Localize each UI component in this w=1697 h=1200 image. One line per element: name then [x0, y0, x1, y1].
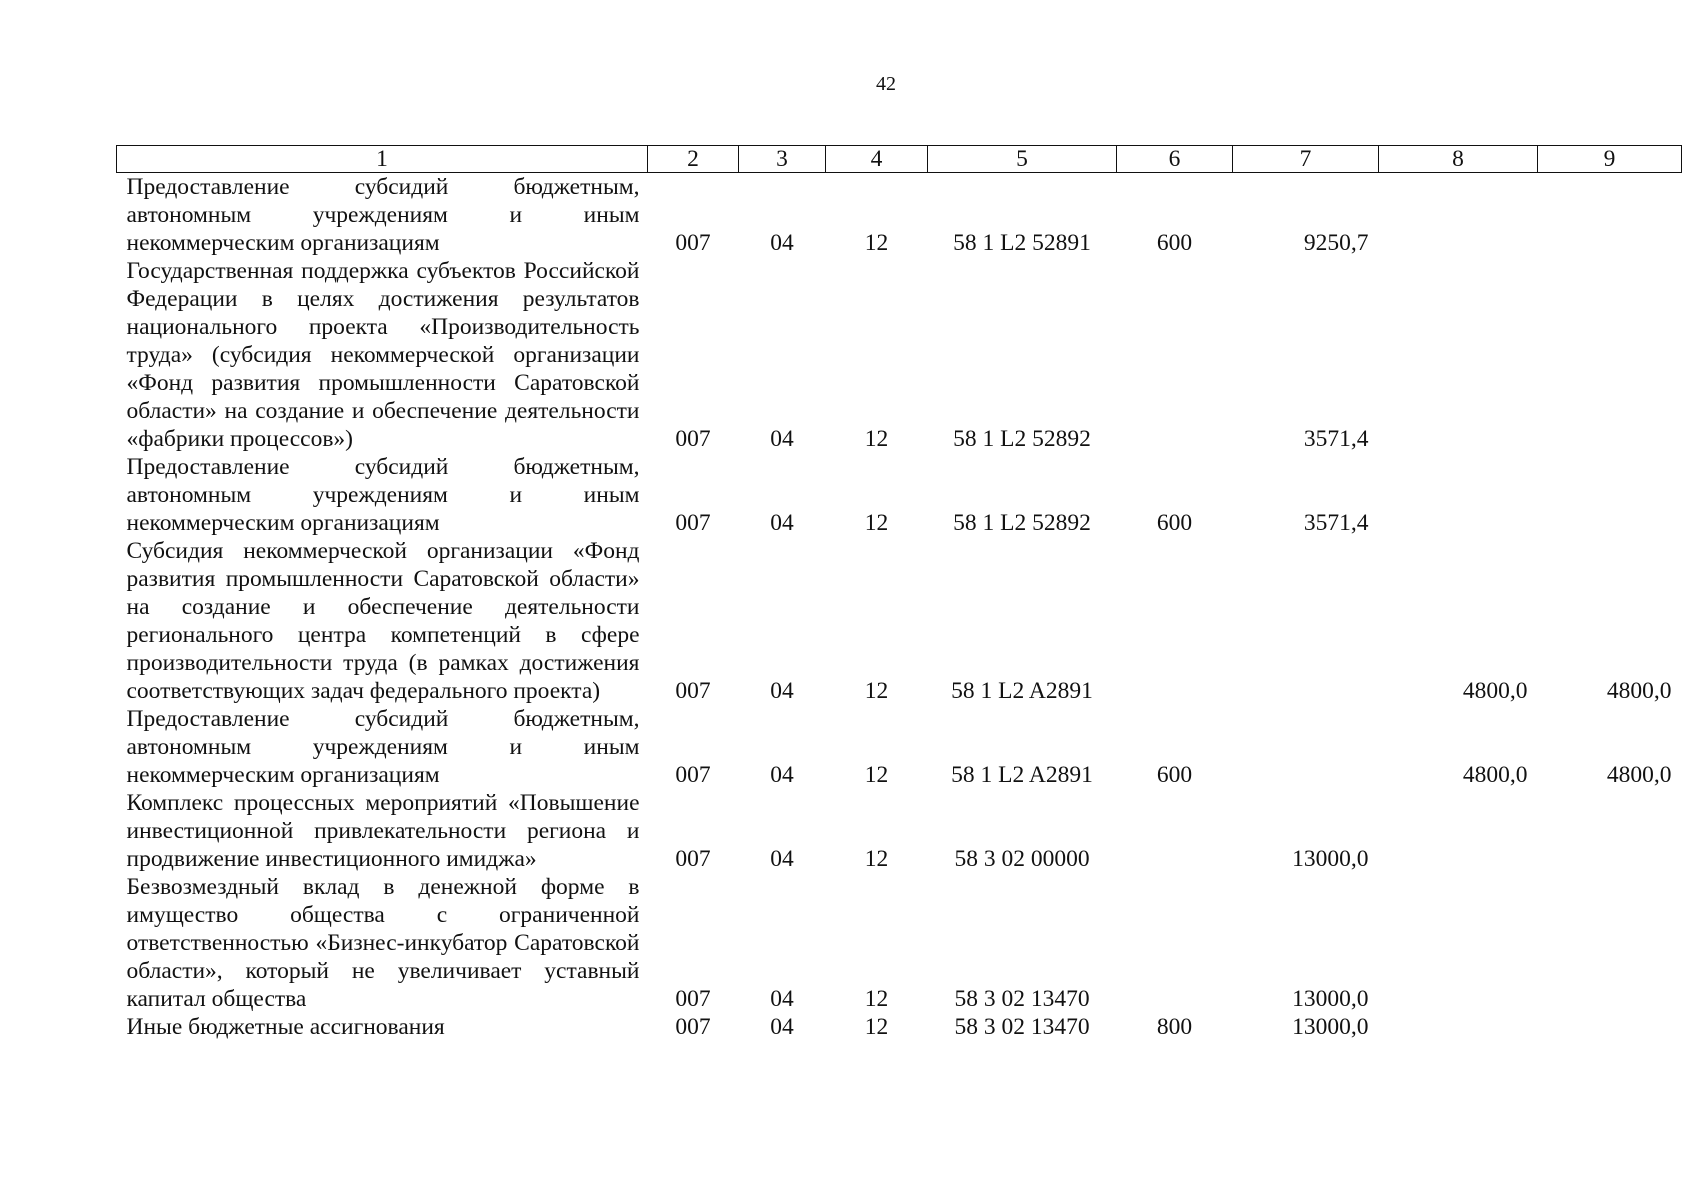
table-row — [117, 453, 1682, 537]
cell-section: 04 — [770, 510, 794, 536]
cell-target-article: 58 1 L2 A2891 — [951, 678, 1093, 704]
cell-subsection: 12 — [864, 1014, 889, 1040]
cell-ministry-code: 007 — [675, 230, 711, 256]
cell-section: 04 — [770, 846, 794, 872]
row-description: Предоставление субсидий бюджетным, автономным учреждениям и иным некоммерческим организациям — [126, 706, 640, 788]
cell-target-article: 58 3 02 13470 — [954, 1014, 1090, 1040]
column-header-2: 2 — [648, 146, 739, 173]
cell-amount-year-3: 4800,0 — [1606, 762, 1672, 788]
column-header-5: 5 — [928, 146, 1117, 173]
cell-amount-year-3 — [1538, 453, 1682, 537]
cell-amount-year-2 — [1379, 873, 1538, 1013]
cell-amount-year-1: 13000,0 — [1292, 1014, 1369, 1040]
cell-target-article: 58 1 L2 52891 — [953, 230, 1091, 256]
cell-ministry-code: 007 — [675, 426, 711, 452]
cell-expense-type: 600 — [1156, 762, 1193, 788]
budget-table — [116, 145, 1682, 1041]
cell-subsection: 12 — [864, 510, 889, 536]
table-row — [117, 537, 1682, 705]
cell-ministry-code: 007 — [675, 678, 711, 704]
table-row — [117, 705, 1682, 789]
cell-expense-type — [1117, 873, 1233, 1013]
column-header-1: 1 — [117, 146, 648, 173]
row-description: Безвозмездный вклад в денежной форме в имущество общества с ограниченной ответственностью «Бизнес-инкубатор Саратовской области», который не увеличивает уставный капитал общества — [126, 874, 640, 1012]
column-header-4: 4 — [826, 146, 928, 173]
row-description: Комплекс процессных мероприятий «Повышение инвестиционной привлекательности региона и продвижение инвестиционного имиджа» — [126, 790, 640, 872]
cell-amount-year-2: 4800,0 — [1462, 678, 1528, 704]
cell-amount-year-1: 13000,0 — [1292, 846, 1369, 872]
cell-subsection: 12 — [864, 986, 889, 1012]
cell-amount-year-2 — [1379, 453, 1538, 537]
table-row — [117, 1013, 1682, 1041]
column-header-7: 7 — [1233, 146, 1379, 173]
cell-amount-year-3 — [1538, 257, 1682, 453]
cell-amount-year-2: 4800,0 — [1462, 762, 1528, 788]
cell-amount-year-1: 13000,0 — [1292, 986, 1369, 1012]
cell-amount-year-1 — [1233, 537, 1379, 705]
table-row — [117, 257, 1682, 453]
cell-amount-year-1: 3571,4 — [1303, 426, 1369, 452]
cell-expense-type — [1117, 789, 1233, 873]
cell-section: 04 — [770, 678, 794, 704]
cell-section: 04 — [770, 986, 794, 1012]
cell-amount-year-1: 3571,4 — [1303, 510, 1369, 536]
table-row — [117, 173, 1682, 258]
cell-section: 04 — [770, 426, 794, 452]
cell-expense-type — [1117, 537, 1233, 705]
table-row — [117, 789, 1682, 873]
cell-subsection: 12 — [864, 230, 889, 256]
row-description: Предоставление субсидий бюджетным, автономным учреждениям и иным некоммерческим организациям — [126, 174, 640, 256]
cell-amount-year-1 — [1233, 705, 1379, 789]
column-header-8: 8 — [1379, 146, 1538, 173]
cell-target-article: 58 1 L2 52892 — [953, 426, 1091, 452]
cell-subsection: 12 — [864, 846, 889, 872]
cell-ministry-code: 007 — [675, 510, 711, 536]
cell-expense-type: 600 — [1156, 230, 1193, 256]
cell-amount-year-2 — [1379, 173, 1538, 258]
table-row — [117, 873, 1682, 1013]
cell-expense-type: 600 — [1156, 510, 1193, 536]
cell-amount-year-1: 9250,7 — [1303, 230, 1369, 256]
cell-ministry-code: 007 — [675, 1014, 711, 1040]
cell-amount-year-3 — [1538, 789, 1682, 873]
cell-expense-type: 800 — [1156, 1014, 1193, 1040]
cell-section: 04 — [770, 230, 794, 256]
column-header-9: 9 — [1538, 146, 1682, 173]
row-description: Государственная поддержка субъектов Российской Федерации в целях достижения результатов национального проекта «Производительность труда» (субсидия некоммерческой организации «Фонд развития промышленности Саратовской области» на создание и обеспечение деятельности «фабрики процессов») — [126, 258, 640, 452]
cell-subsection: 12 — [864, 678, 889, 704]
cell-section: 04 — [770, 762, 794, 788]
cell-ministry-code: 007 — [675, 986, 711, 1012]
cell-amount-year-3: 4800,0 — [1606, 678, 1672, 704]
cell-subsection: 12 — [864, 426, 889, 452]
cell-amount-year-2 — [1379, 257, 1538, 453]
row-description: Субсидия некоммерческой организации «Фонд развития промышленности Саратовской области» на создание и обеспечение деятельности регионального центра компетенций в сфере производительности труда (в рамках достижения соответствующих задач федерального проекта) — [126, 538, 640, 704]
cell-target-article: 58 1 L2 52892 — [953, 510, 1091, 536]
cell-ministry-code: 007 — [675, 846, 711, 872]
cell-amount-year-3 — [1538, 873, 1682, 1013]
cell-section: 04 — [770, 1014, 794, 1040]
cell-subsection: 12 — [864, 762, 889, 788]
cell-expense-type — [1117, 257, 1233, 453]
row-description: Предоставление субсидий бюджетным, автономным учреждениям и иным некоммерческим организациям — [126, 454, 640, 536]
cell-target-article: 58 3 02 00000 — [954, 846, 1090, 872]
cell-target-article: 58 3 02 13470 — [954, 986, 1090, 1012]
row-description: Иные бюджетные ассигнования — [126, 1014, 445, 1040]
cell-amount-year-2 — [1379, 1013, 1538, 1041]
column-header-6: 6 — [1117, 146, 1233, 173]
cell-target-article: 58 1 L2 A2891 — [951, 762, 1093, 788]
cell-amount-year-3 — [1538, 1013, 1682, 1041]
cell-amount-year-2 — [1379, 789, 1538, 873]
table-header-row — [117, 146, 1682, 173]
page-number: 42 — [876, 73, 896, 95]
cell-amount-year-3 — [1538, 173, 1682, 258]
column-header-3: 3 — [739, 146, 826, 173]
cell-ministry-code: 007 — [675, 762, 711, 788]
